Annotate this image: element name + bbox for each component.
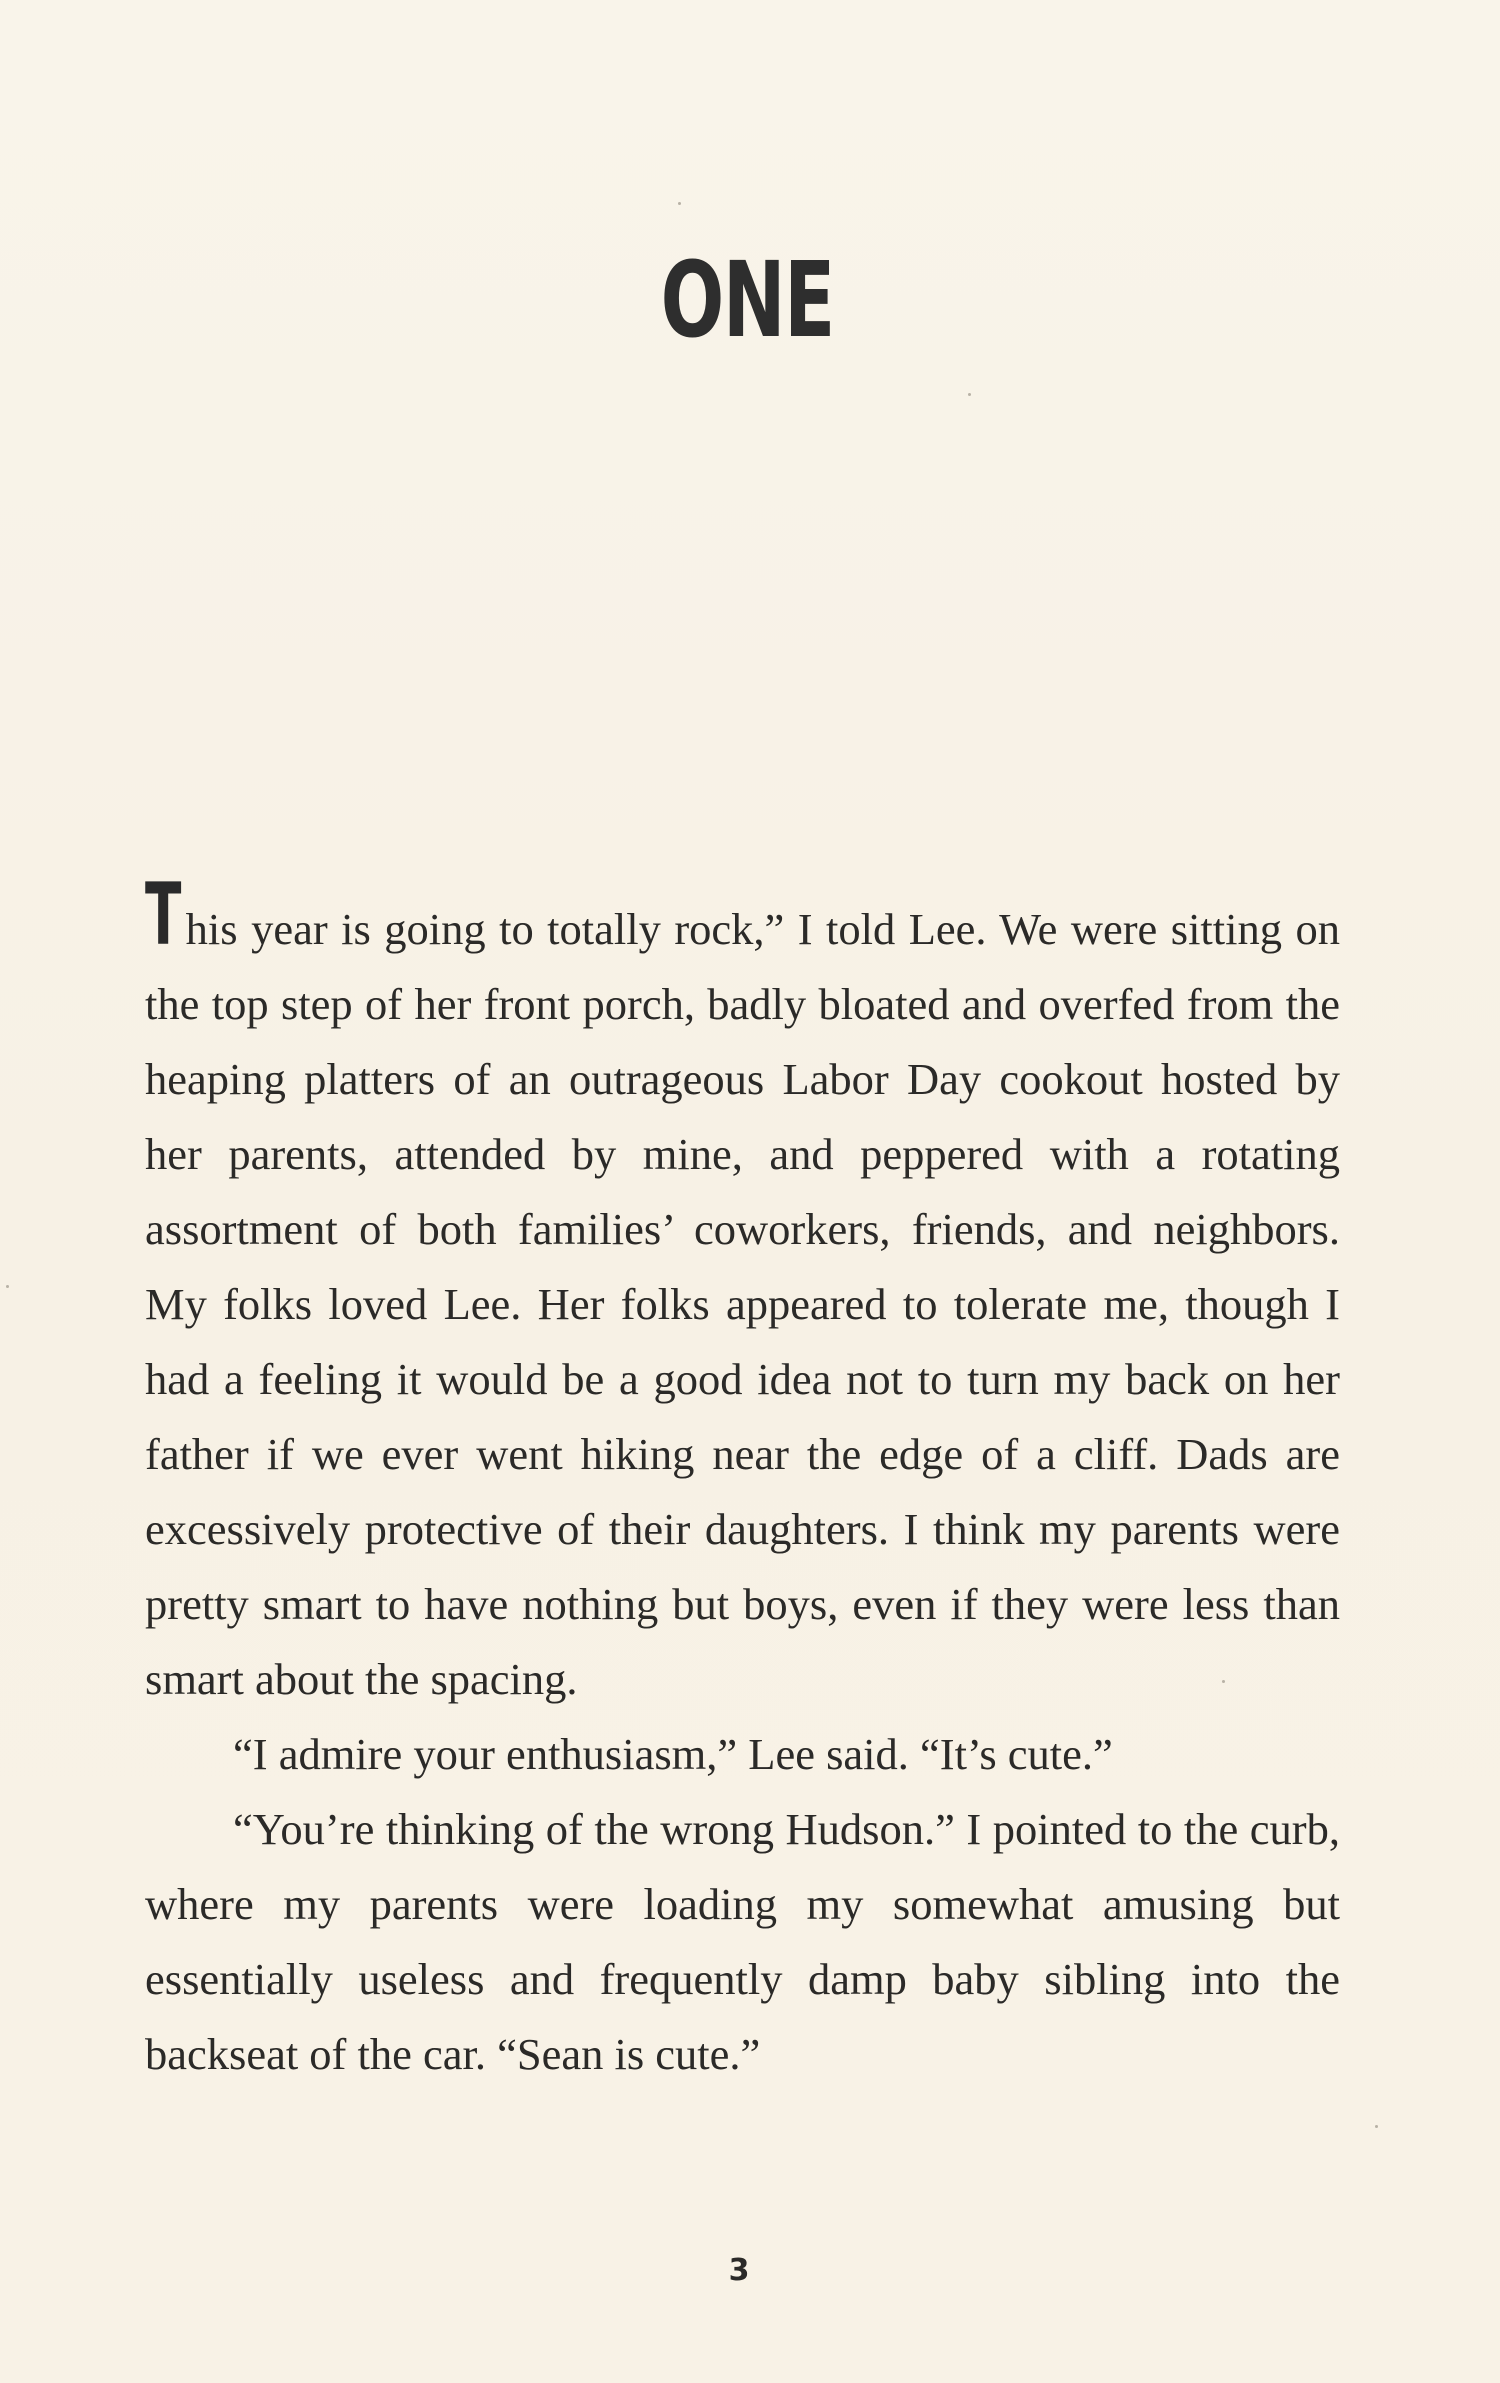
paper-speck	[6, 1285, 9, 1288]
paper-speck	[1375, 2125, 1378, 2128]
paragraph-1-text: his year is going to totally rock,” I told Lee. We were sitting on the top step of her front porch, badly bloated and overfed from the heaping platters of an outrageous Labor Day cookout hosted by her parents, attended by mine, and peppered with a rotating assortment of both families’ coworkers, friends, and neighbors. My folks loved Lee. Her folks appeared to tolerate me, though I had a feeling it would be a good idea not to turn my back on her father if we ever went hiking near the edge of a cliff. Dads are excessively protective of their daughters. I think my parents were pretty smart to have nothing but boys, even if they were less than smart about the spacing.	[145, 904, 1340, 1704]
chapter-body	[145, 865, 1340, 2092]
paper-speck	[678, 202, 681, 205]
chapter-title: ONE	[660, 239, 834, 361]
paragraph-1: This year is going to totally rock,” I told Lee. We were sitting on the top step of her front porch, badly bloated and overfed from the heaping platters of an outrageous Labor Day cookout hosted by her parents, attended by mine, and peppered with a rotating assortment of both families’ coworkers, friends, and neighbors. My folks loved Lee. Her folks appeared to tolerate me, though I had a feeling it would be a good idea not to turn my back on her father if we ever went hiking near the edge of a cliff. Dads are excessively protective of their daughters. I think my parents were pretty smart to have nothing but boys, even if they were less than smart about the spacing.	[145, 865, 1340, 1704]
paper-speck	[968, 393, 971, 396]
paragraph-2: “I admire your enthusiasm,” Lee said. “It’s cute.”	[233, 1729, 1113, 1779]
paragraph-3: “You’re thinking of the wrong Hudson.” I pointed to the curb, where my parents were loading my somewhat amusing but essentially useless and frequently damp baby sibling into the backseat of the car. “Sean is cute.”	[145, 1804, 1340, 2079]
page-number: 3	[728, 2253, 750, 2288]
